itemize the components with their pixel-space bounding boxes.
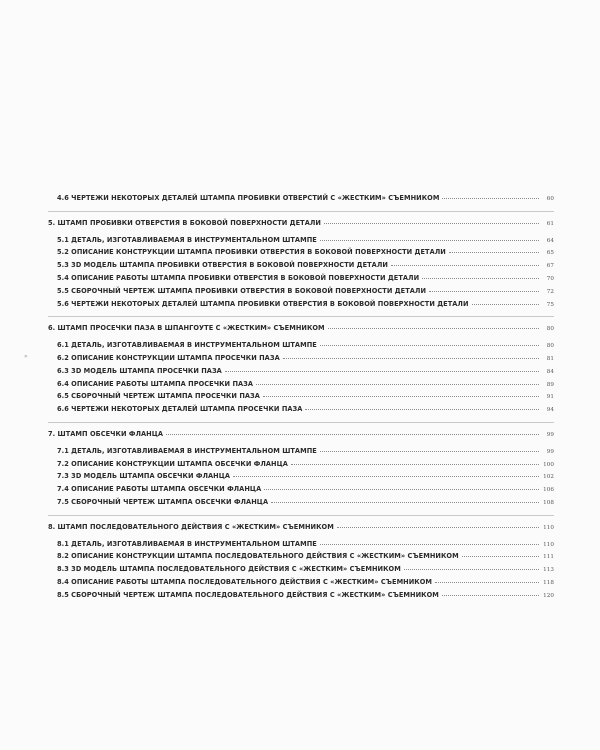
toc-page-number: 72 (546, 288, 554, 295)
toc-entry-title: 6.3 3D МОДЕЛЬ ШТАМПА ПРОСЕЧКИ ПАЗА (57, 366, 222, 375)
toc-entry-title: 5.5 СБОРОЧНЫЙ ЧЕРТЕЖ ШТАМПА ПРОБИВКИ ОТВЕРСТИЯ В БОКОВОЙ ПОВЕРХНОСТИ ДЕТАЛИ (57, 286, 427, 295)
toc-entry-title: 6. ШТАМП ПРОСЕЧКИ ПАЗА В ШПАНГОУТЕ С «ЖЕСТКИМ» СЪЕМНИКОМ (48, 324, 325, 333)
toc-page-number: 67 (546, 263, 554, 270)
toc-page-number: 100 (543, 461, 554, 468)
toc-entry-title: 8.5 СБОРОЧНЫЙ ЧЕРТЕЖ ШТАМПА ПОСЛЕДОВАТЕЛЬНОГО ДЕЙСТВИЯ С «ЖЕСТКИМ» СЪЕМНИКОМ (57, 590, 439, 599)
dot-leader (391, 265, 539, 266)
dot-leader (449, 252, 539, 253)
dot-leader (442, 595, 539, 596)
toc-page-number: 113 (543, 567, 554, 574)
toc-subsection-entry[interactable] (48, 565, 554, 578)
dot-leader (320, 345, 539, 346)
toc-chapter-entry[interactable] (48, 430, 554, 443)
toc-subsection-entry[interactable] (48, 591, 554, 604)
toc-section (48, 194, 554, 207)
toc-entry-title: 5.2 ОПИСАНИЕ КОНСТРУКЦИИ ШТАМПА ПРОБИВКИ ОТВЕРСТИЯ В БОКОВОЙ ПОВЕРХНОСТИ ДЕТАЛИ (57, 248, 446, 257)
toc-page-number: 91 (546, 394, 554, 401)
toc-subsection-entry[interactable] (48, 552, 554, 565)
toc-section (48, 422, 554, 511)
toc-chapter-entry[interactable] (48, 219, 554, 232)
dot-leader (442, 198, 539, 199)
toc-page-number: 70 (546, 275, 554, 282)
toc-entry-title: 8.4 ОПИСАНИЕ РАБОТЫ ШТАМПА ПОСЛЕДОВАТЕЛЬНОГО ДЕЙСТВИЯ С «ЖЕСТКИМ» СЪЕМНИКОМ (57, 577, 433, 586)
toc-page-number: 102 (543, 474, 554, 481)
toc-subsection-entry[interactable] (48, 248, 554, 261)
dot-leader (324, 223, 539, 224)
toc-page-number: 64 (546, 237, 554, 244)
toc-page-number: 94 (546, 407, 554, 414)
toc-page-number: 80 (546, 326, 554, 333)
toc-entry-title: 8.1 ДЕТАЛЬ, ИЗГОТАВЛИВАЕМАЯ В ИНСТРУМЕНТАЛЬНОМ ШТАМПЕ (57, 539, 317, 548)
toc-subsection-entry[interactable] (48, 485, 554, 498)
dot-leader (472, 304, 539, 305)
toc-page-number: 120 (543, 592, 554, 599)
dot-leader (422, 278, 539, 279)
toc-entry-title: 5.1 ДЕТАЛЬ, ИЗГОТАВЛИВАЕМАЯ В ИНСТРУМЕНТАЛЬНОМ ШТАМПЕ (57, 235, 317, 244)
dot-leader (320, 451, 539, 452)
dot-leader (337, 527, 539, 528)
toc-page-number: 60 (546, 196, 554, 202)
dot-leader (320, 544, 539, 545)
toc-page-number: 65 (546, 250, 554, 257)
dot-leader (264, 489, 539, 490)
toc-page-number: 80 (546, 343, 554, 350)
toc-entry-title: 7.5 СБОРОЧНЫЙ ЧЕРТЕЖ ШТАМПА ОБСЕЧКИ ФЛАНЦА (57, 497, 269, 506)
toc-section (48, 316, 554, 418)
toc-entry-title: 8.2 ОПИСАНИЕ КОНСТРУКЦИИ ШТАМПА ПОСЛЕДОВАТЕЛЬНОГО ДЕЙСТВИЯ С «ЖЕСТКИМ» СЪЕМНИКОМ (57, 552, 459, 561)
margin-mark: » (24, 353, 28, 360)
toc-subsection-entry[interactable] (48, 498, 554, 511)
toc-entry-title: 7.3 3D МОДЕЛЬ ШТАМПА ОБСЕЧКИ ФЛАНЦА (57, 472, 231, 481)
toc-entry-title: 6.5 СБОРОЧНЫЙ ЧЕРТЕЖ ШТАМПА ПРОСЕЧКИ ПАЗА (57, 392, 260, 401)
toc-subsection-entry[interactable] (48, 261, 554, 274)
dot-leader (305, 409, 539, 410)
dot-leader (225, 371, 539, 372)
toc-subsection-entry[interactable] (48, 460, 554, 473)
toc-page-number: 108 (543, 499, 554, 506)
toc-page-number: 111 (543, 554, 554, 561)
toc-entry-title: 5.6 ЧЕРТЕЖИ НЕКОТОРЫХ ДЕТАЛЕЙ ШТАМПА ПРОБИВКИ ОТВЕРСТИЯ В БОКОВОЙ ПОВЕРХНОСТИ ДЕТАЛИ (57, 299, 469, 308)
dot-leader (462, 556, 539, 557)
toc-page-number: 84 (546, 368, 554, 375)
toc-page-number: 61 (546, 220, 554, 227)
dot-leader (320, 240, 539, 241)
dot-leader (283, 358, 539, 359)
dot-leader (271, 502, 539, 503)
toc-subsection-entry[interactable] (48, 447, 554, 460)
toc-entry-title: 8.3 3D МОДЕЛЬ ШТАМПА ПОСЛЕДОВАТЕЛЬНОГО ДЕЙСТВИЯ С «ЖЕСТКИМ» СЪЕМНИКОМ (57, 565, 401, 574)
toc-entry-title: 6.1 ДЕТАЛЬ, ИЗГОТАВЛИВАЕМАЯ В ИНСТРУМЕНТАЛЬНОМ ШТАМПЕ (57, 341, 317, 350)
toc-subsection-entry[interactable] (48, 405, 554, 418)
toc-subsection-entry[interactable] (48, 341, 554, 354)
toc-page-number: 99 (546, 448, 554, 455)
dot-leader (166, 434, 539, 435)
dot-leader (328, 328, 539, 329)
toc-entry-title: 5. ШТАМП ПРОБИВКИ ОТВЕРСТИЯ В БОКОВОЙ ПОВЕРХНОСТИ ДЕТАЛИ (48, 218, 321, 227)
toc-page-number: 110 (543, 541, 554, 548)
toc-entry-title: 7.1 ДЕТАЛЬ, ИЗГОТАВЛИВАЕМАЯ В ИНСТРУМЕНТАЛЬНОМ ШТАМПЕ (57, 446, 317, 455)
toc-entry-title: 5.4 ОПИСАНИЕ РАБОТЫ ШТАМПА ПРОБИВКИ ОТВЕРСТИЯ В БОКОВОЙ ПОВЕРХНОСТИ ДЕТАЛИ (57, 273, 420, 282)
toc-entry-title: 4.6 ЧЕРТЕЖИ НЕКОТОРЫХ ДЕТАЛЕЙ ШТАМПА ПРОБИВКИ ОТВЕРСТИЙ С «ЖЕСТКИМ» СЪЕМНИКОМ (57, 194, 440, 202)
toc-subsection-entry[interactable] (48, 578, 554, 591)
dot-leader (291, 464, 539, 465)
toc-entry-title: 5.3 3D МОДЕЛЬ ШТАМПА ПРОБИВКИ ОТВЕРСТИЯ В БОКОВОЙ ПОВЕРХНОСТИ ДЕТАЛИ (57, 261, 388, 270)
dot-leader (404, 569, 539, 570)
toc-subsection-entry[interactable] (48, 367, 554, 380)
toc-subsection-entry[interactable] (48, 354, 554, 367)
toc-subsection-entry[interactable] (48, 380, 554, 393)
dot-leader (435, 582, 539, 583)
toc-page-number: 89 (546, 381, 554, 388)
dot-leader (256, 384, 539, 385)
toc-page-number: 99 (546, 431, 554, 438)
toc-entry-title: 7.4 ОПИСАНИЕ РАБОТЫ ШТАМПА ОБСЕЧКИ ФЛАНЦА (57, 485, 262, 494)
toc-page-number: 75 (546, 301, 554, 308)
toc-entry-title: 8. ШТАМП ПОСЛЕДОВАТЕЛЬНОГО ДЕЙСТВИЯ С «ЖЕСТКИМ» СЪЕМНИКОМ (48, 522, 334, 531)
toc-chapter-entry[interactable] (48, 523, 554, 536)
dot-leader (263, 396, 539, 397)
toc-page-number: 106 (543, 487, 554, 494)
table-of-contents (48, 194, 554, 604)
dot-leader (429, 291, 539, 292)
toc-subsection-entry[interactable] (48, 392, 554, 405)
toc-entry-title: 7. ШТАМП ОБСЕЧКИ ФЛАНЦА (48, 429, 164, 438)
toc-subsection-entry[interactable] (48, 472, 554, 485)
toc-chapter-entry[interactable] (48, 324, 554, 337)
toc-subsection-entry[interactable] (48, 274, 554, 287)
toc-entry-title: 6.4 ОПИСАНИЕ РАБОТЫ ШТАМПА ПРОСЕЧКИ ПАЗА (57, 379, 254, 388)
toc-subsection-entry[interactable] (48, 194, 554, 207)
toc-page-number: 81 (546, 355, 554, 362)
toc-page-number: 118 (543, 579, 554, 586)
toc-page-number: 110 (543, 524, 554, 531)
toc-section (48, 211, 554, 313)
toc-subsection-entry[interactable] (48, 540, 554, 553)
toc-section (48, 515, 554, 604)
toc-entry-title: 6.2 ОПИСАНИЕ КОНСТРУКЦИИ ШТАМПА ПРОСЕЧКИ ПАЗА (57, 353, 280, 362)
dot-leader (233, 476, 539, 477)
toc-entry-title: 7.2 ОПИСАНИЕ КОНСТРУКЦИИ ШТАМПА ОБСЕЧКИ ФЛАНЦА (57, 459, 288, 468)
toc-subsection-entry[interactable] (48, 236, 554, 249)
toc-entry-title: 6.6 ЧЕРТЕЖИ НЕКОТОРЫХ ДЕТАЛЕЙ ШТАМПА ПРОСЕЧКИ ПАЗА (57, 405, 303, 414)
toc-subsection-entry[interactable] (48, 300, 554, 313)
toc-subsection-entry[interactable] (48, 287, 554, 300)
